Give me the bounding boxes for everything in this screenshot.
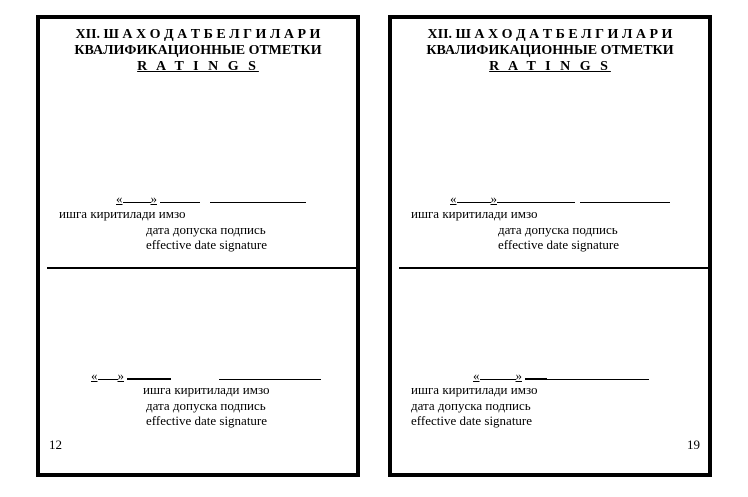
date-signature-line xyxy=(450,191,670,206)
date-open-quote: « xyxy=(116,191,123,206)
label-uz: ишга киритилади имзо xyxy=(411,206,538,221)
page-number: 12 xyxy=(49,437,62,452)
section-header xyxy=(392,27,708,75)
signature-blank xyxy=(547,368,649,380)
page-left xyxy=(36,15,360,477)
month-blank xyxy=(525,367,547,380)
section-divider xyxy=(399,267,708,269)
label-en: effective date signature xyxy=(411,413,533,428)
day-blank xyxy=(123,191,151,203)
day-blank xyxy=(457,191,491,203)
header-title-ru: КВАЛИФИКАЦИОННЫЕ ОТМЕТКИ xyxy=(74,43,322,58)
label-en: effective date signature xyxy=(146,413,268,428)
label-uz: ишга киритилади имзо xyxy=(143,382,270,397)
label-en: effective date signature xyxy=(146,237,268,252)
section-header xyxy=(40,27,356,75)
header-title-ru: КВАЛИФИКАЦИОННЫЕ ОТМЕТКИ xyxy=(426,43,674,58)
page-right xyxy=(388,15,712,477)
month-blank xyxy=(160,191,200,203)
label-ru: дата допуска подпись xyxy=(498,222,618,237)
date-close-quote: » xyxy=(490,191,497,206)
label-ru: дата допуска подпись xyxy=(411,398,531,413)
label-en: effective date signature xyxy=(498,237,620,252)
header-title-uz: XII. Ш А Х О Д А Т Б Е Л Г И Л А Р И xyxy=(427,27,673,42)
date-close-quote: » xyxy=(515,368,522,383)
header-title-en: R A T I N G S xyxy=(137,59,259,74)
signature-blank xyxy=(219,368,321,380)
date-open-quote: « xyxy=(91,368,98,383)
label-uz: ишга киритилади имзо xyxy=(411,382,538,397)
section-divider xyxy=(47,267,356,269)
month-blank xyxy=(127,367,171,380)
date-signature-line xyxy=(116,191,306,206)
date-close-quote: » xyxy=(117,368,124,383)
header-title-en: R A T I N G S xyxy=(489,59,611,74)
date-close-quote: » xyxy=(150,191,157,206)
header-title-uz: XII. Ш А Х О Д А Т Б Е Л Г И Л А Р И xyxy=(75,27,321,42)
label-ru: дата допуска подпись xyxy=(146,222,266,237)
day-blank xyxy=(98,368,118,380)
label-ru: дата допуска подпись xyxy=(146,398,266,413)
date-open-quote: « xyxy=(450,191,457,206)
label-uz: ишга киритилади имзо xyxy=(59,206,186,221)
signature-blank xyxy=(210,191,306,203)
date-open-quote: « xyxy=(473,368,480,383)
date-signature-line xyxy=(91,367,321,383)
day-blank xyxy=(480,368,516,380)
signature-blank xyxy=(580,191,670,203)
month-blank xyxy=(497,191,575,203)
page-number: 19 xyxy=(687,437,700,452)
date-signature-line xyxy=(473,367,649,383)
